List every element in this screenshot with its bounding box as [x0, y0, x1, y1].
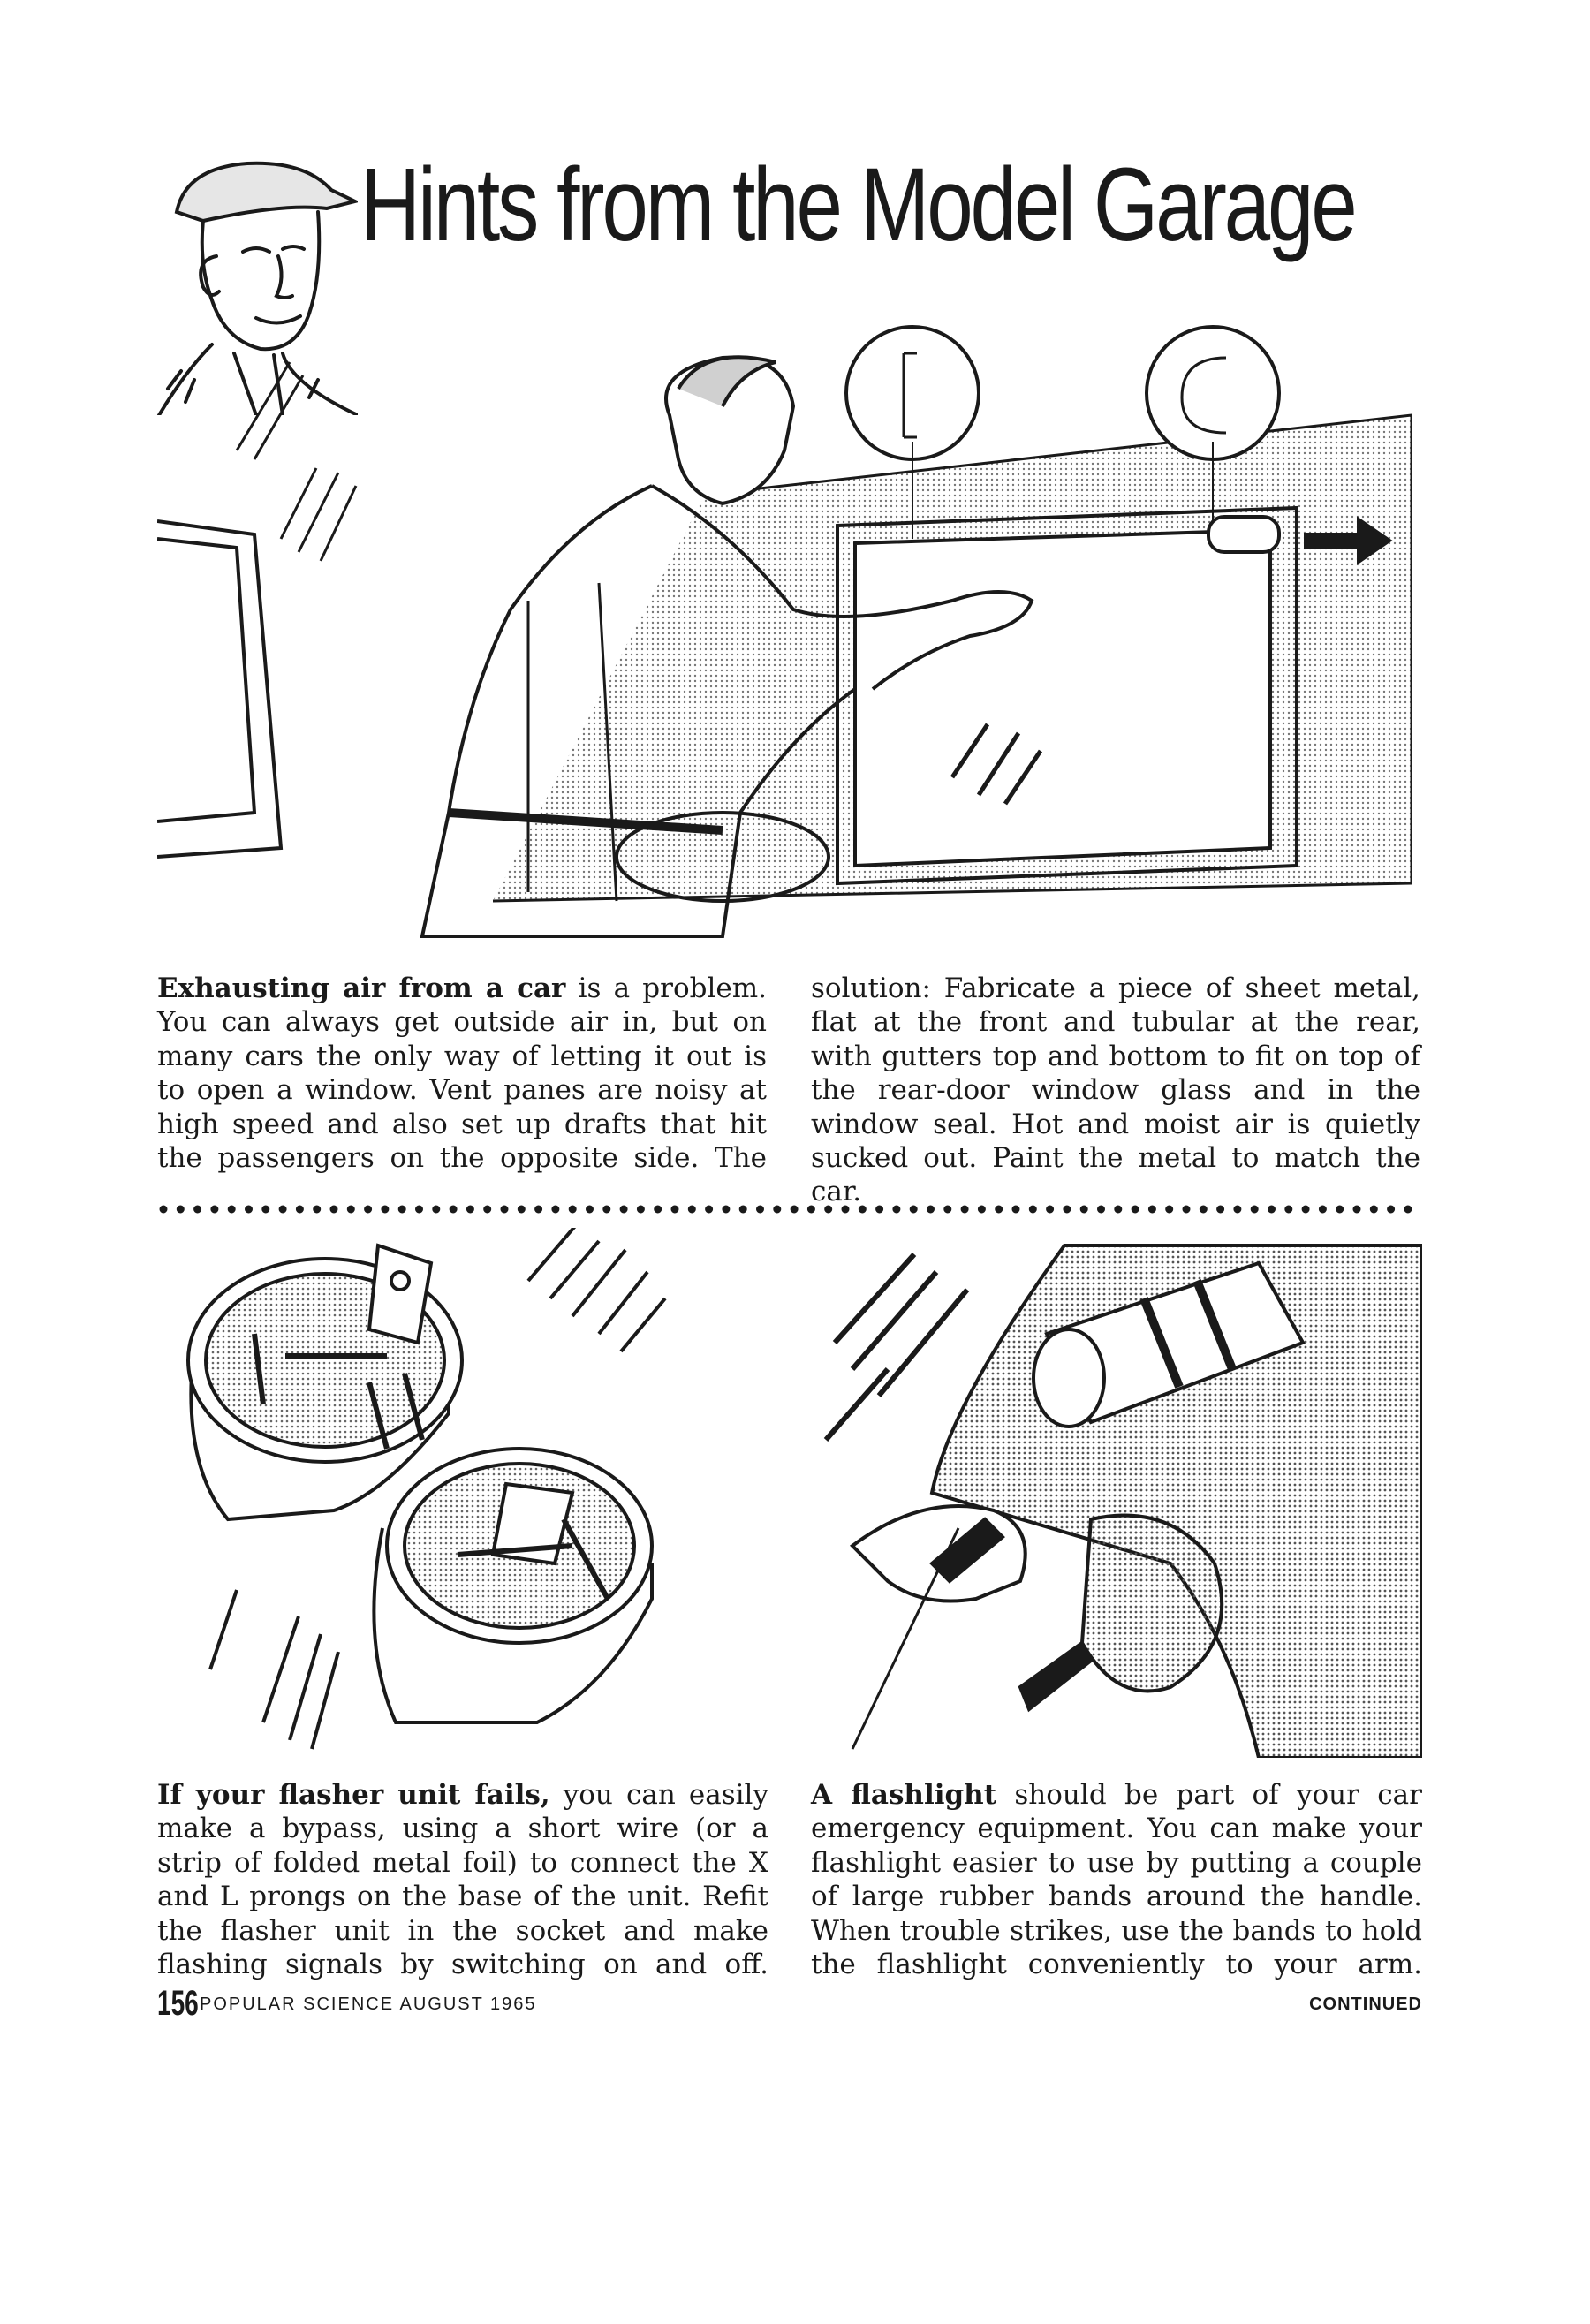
flasher-text: you can easily make a bypass, using a short wire (or a strip of folded metal foil) to connect the X and L prongs on the base of the unit. Refit the flasher unit in the socket and make flashing signals by switching on and off. — [157, 1779, 768, 1981]
flasher-unit-illustration — [157, 1228, 776, 1758]
flasher-lead: If your flasher unit fails, — [157, 1779, 550, 1811]
page-footer — [157, 1984, 1422, 2025]
ventilation-text-col1: is a problem. You can always get outside air in, but on many cars the only way of letting it out is to open a window. Vent panes are noisy at high speed and also set up drafts that hit the passengers on the opposite side. The — [157, 973, 767, 1175]
flashlight-text: should be part of your car emergency equipment. You can make your flashlight easier to use by putting a couple of large rubber bands around the handle. When trouble strikes, use the bands to hold the flashlight conveniently to your arm. — [811, 1779, 1422, 1981]
ventilation-lead: Exhausting air from a car — [157, 973, 566, 1004]
page-title: Hints from the Model Garage — [360, 147, 1355, 263]
ventilation-paragraph-col1 — [157, 972, 767, 1175]
ventilation-paragraph-col2: solution: Fabricate a piece of sheet metal, flat at the front and tubular at the rear, with gutters top and bottom to fit on top of the rear-door window glass and in the window seal. Hot and moist air is quietly sucked out. Paint the metal to match the car. — [811, 973, 1420, 1208]
car-window-ventilator-illustration — [157, 318, 1412, 963]
page-number: 156 — [157, 1984, 199, 2023]
dotted-divider — [159, 1203, 1413, 1215]
continued-label: CONTINUED — [1309, 1995, 1422, 2014]
magazine-issue: POPULAR SCIENCE AUGUST 1965 — [200, 1995, 537, 2014]
flashlight-paragraph — [811, 1778, 1422, 1981]
flashlight-lead: A flashlight — [811, 1779, 997, 1811]
flashlight-arm-illustration — [799, 1228, 1422, 1758]
flasher-paragraph — [157, 1778, 768, 1981]
